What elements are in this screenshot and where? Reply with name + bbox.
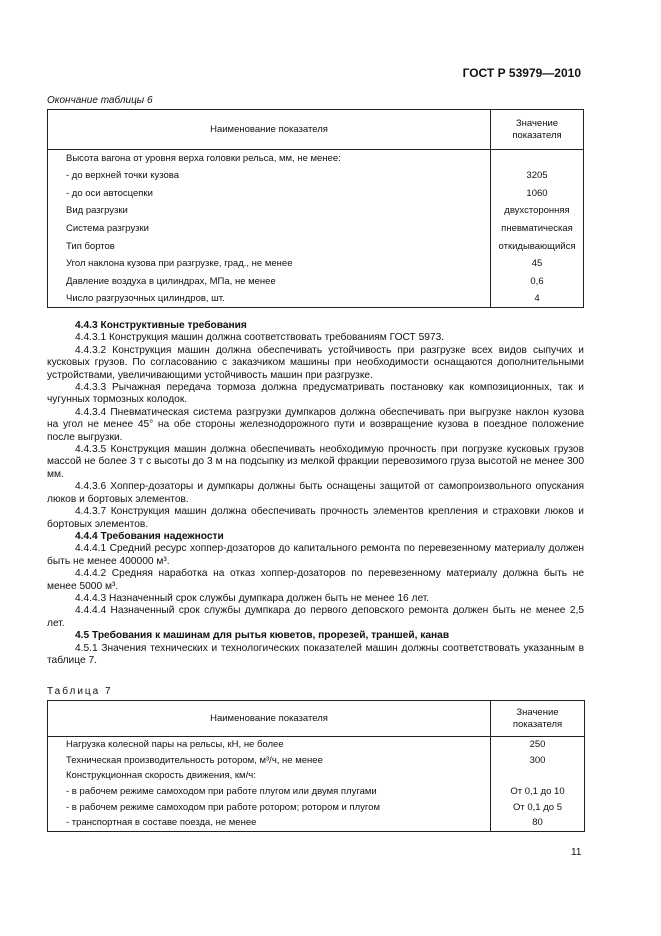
paragraph: 4.5.1 Значения технических и технологических показателей машин должны соответствовать указанным в таблице 7. (47, 642, 584, 666)
table-6 (47, 109, 584, 308)
table-row (48, 255, 584, 273)
table-6-caption: Окончание таблицы 6 (47, 95, 153, 106)
table-row (48, 237, 584, 255)
row-name: - в рабочем режиме самоходом при работе плугом или двумя плугами (48, 784, 491, 800)
row-value: От 0,1 до 10 (491, 784, 585, 800)
table-row (48, 167, 584, 185)
row-value: 0,6 (491, 273, 584, 291)
row-name: Угол наклона кузова при разгрузке, град., не менее (48, 255, 491, 273)
page-number: 11 (571, 847, 582, 858)
row-name: Нагрузка колесной пары на рельсы, кН, не более (48, 737, 491, 753)
paragraph: 4.4.3.2 Конструкция машин должна обеспечивать устойчивость при разгрузке всех видов сыпучих и кусковых грузов. По согласованию с заказчиком машины при необходимости оснащаются дополнительными устройствами, увеличивающими устойчивость машин при разгрузке. (47, 344, 584, 381)
row-value: 250 (491, 737, 585, 753)
row-value: 300 (491, 752, 585, 768)
paragraph: 4.4.3.3 Рычажная передача тормоза должна предусматривать постановку как композиционных, так и чугунных тормозных колодок. (47, 382, 584, 406)
table-row (48, 815, 585, 831)
row-name: Тип бортов (48, 237, 491, 255)
row-name: Техническая производительность ротором, м³/ч, не менее (48, 752, 491, 768)
table-row (48, 150, 584, 168)
table-row (48, 752, 585, 768)
table-7-header-name: Наименование показателя (48, 701, 491, 737)
row-name: - до верхней точки кузова (48, 167, 491, 185)
table-6-header-name: Наименование показателя (48, 110, 491, 150)
row-name: Высота вагона от уровня верха головки рельса, мм, не менее: (48, 150, 491, 168)
table-row (48, 220, 584, 238)
row-value (491, 150, 584, 168)
table-row (48, 273, 584, 291)
table-row (48, 784, 585, 800)
row-name: Система разгрузки (48, 220, 491, 238)
paragraph: 4.4.3.7 Конструкция машин должна обеспечивать прочность элементов крепления и страховки люков и бортовых элементов. (47, 506, 584, 530)
row-value: От 0,1 до 5 (491, 800, 585, 816)
table-row (48, 737, 585, 753)
row-value: 45 (491, 255, 584, 273)
row-value: двухсторонняя (491, 202, 584, 220)
section-text (47, 320, 584, 667)
row-value: 80 (491, 815, 585, 831)
row-value: пневматическая (491, 220, 584, 238)
table-row (48, 768, 585, 784)
row-name: Число разгрузочных цилиндров, шт. (48, 290, 491, 308)
row-value: 3205 (491, 167, 584, 185)
paragraph: 4.4.3.6 Хоппер-дозаторы и думпкары должны быть оснащены защитой от самопроизвольного опускания люков и бортовых элементов. (47, 481, 584, 505)
row-name: - в рабочем режиме самоходом при работе ротором; ротором и плугом (48, 800, 491, 816)
paragraph: 4.4.3.5 Конструкция машин должна обеспечивать необходимую прочность при погрузке кусковых грузов массой не более 3 т с высоты до 3 м на подсыпку из мелкой фракции перевозимого груза высотой не менее 300 мм. (47, 444, 584, 480)
paragraph: 4.4.4.1 Средний ресурс хоппер-дозаторов до капитального ремонта по перевезенному материалу должен быть не менее 400000 м³. (47, 543, 584, 567)
row-value: откидывающийся (491, 237, 584, 255)
paragraph: 4.4.3.4 Пневматическая система разгрузки думпкаров должна обеспечивать при выгрузке наклон кузова на угол не менее 45° на обе стороны железнодорожного пути и возвращение кузова в поездное положение после выгрузки. (47, 406, 584, 443)
table-row (48, 185, 584, 203)
row-name: - транспортная в составе поезда, не менее (48, 815, 491, 831)
row-name: - до оси автосцепки (48, 185, 491, 203)
row-value: 1060 (491, 185, 584, 203)
paragraph: 4.4.3.1 Конструкция машин должна соответствовать требованиям ГОСТ 5973. (75, 332, 445, 344)
table-6-header-value: Значение показателя (491, 110, 584, 150)
row-value (491, 768, 585, 784)
table-7-header-value: Значение показателя (491, 701, 585, 737)
paragraph: 4.4.4.3 Назначенный срок службы думпкара должен быть не менее 16 лет. (75, 592, 430, 604)
section-heading: 4.4.3 Конструктивные требования (75, 320, 247, 331)
table-7-caption: Таблица 7 (47, 686, 113, 697)
table-row (48, 202, 584, 220)
row-value: 4 (491, 290, 584, 308)
table-row (48, 290, 584, 308)
row-name: Конструкционная скорость движения, км/ч: (48, 768, 491, 784)
paragraph: 4.4.4.2 Средняя наработка на отказ хоппер-дозаторов по перевезенному материалу должна быть не менее 5000 м³. (47, 568, 584, 592)
row-name: Давление воздуха в цилиндрах, МПа, не менее (48, 273, 491, 291)
table-7 (47, 700, 585, 832)
table-row (48, 800, 585, 816)
section-heading: 4.4.4 Требования надежности (75, 530, 224, 542)
document-id: ГОСТ Р 53979—2010 (462, 66, 581, 80)
section-heading: 4.5 Требования к машинам для рытья кюветов, прорезей, траншей, канав (75, 630, 450, 642)
paragraph: 4.4.4.4 Назначенный срок службы думпкара до первого деповского ремонта должен быть не менее 2,5 лет. (47, 605, 584, 629)
row-name: Вид разгрузки (48, 202, 491, 220)
